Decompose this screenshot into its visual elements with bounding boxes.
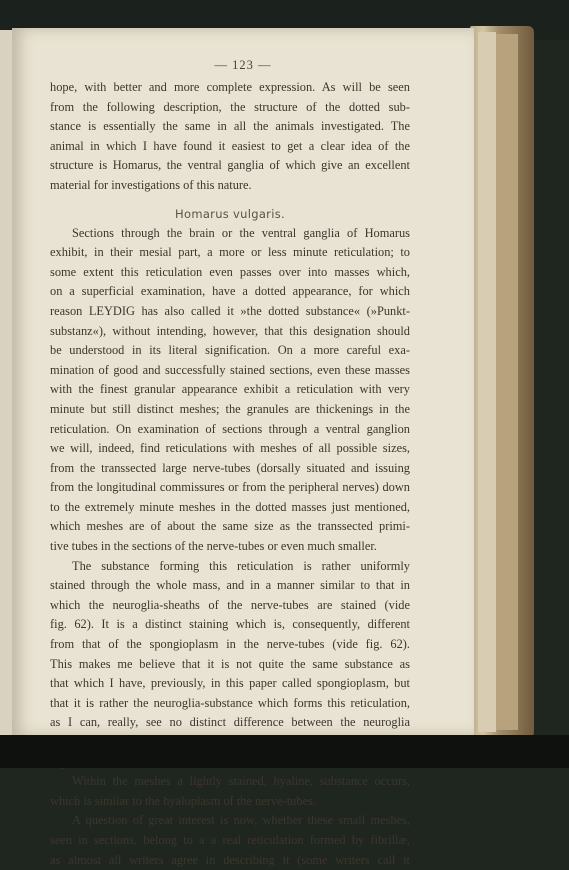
text-line: hope, with better and more complete expression. As will be seen (50, 80, 410, 94)
paragraph-question (50, 811, 410, 870)
text-line: on a superficial examination, have a dotted appearance, for which (50, 284, 410, 299)
text-line: fig. 62). It is a distinct staining which is, consequently, different (50, 617, 410, 632)
text-line: seen in sections, belong to a a real reticulation formed by fibrillæ, (50, 832, 410, 847)
text-line: from the transsected large nerve-tubes (dorsally situated and issuing (50, 460, 410, 475)
text-line: stance is essentially the same in all the animals investigated. The (50, 119, 410, 134)
text-line: to the extremely minute meshes in the dotted masses just mentioned, (50, 499, 410, 514)
text-line: animal in which I have found it easiest to get a clear idea of the (50, 138, 410, 153)
text-line: A question of great interest is now, whether these small meshes, (72, 813, 410, 828)
page-edge-light (478, 32, 496, 732)
paragraph-sections (50, 224, 410, 557)
text-line: be understood in its literal signification. On a more careful exa- (50, 343, 410, 358)
text-line: stained through the whole mass, and in a manner similar to that in (50, 578, 410, 593)
text-line: material for investigations of this nature. (50, 177, 252, 192)
text-line: This makes me believe that it is not quite the same substance as (50, 656, 410, 671)
text-line: some extent this reticulation even passes over into masses which, (50, 264, 410, 279)
text-line: we will, indeed, find reticulations with meshes of all possible sizes, (50, 441, 410, 456)
page-number: — 123 — (214, 58, 272, 72)
text-line: from the longitudinal commissures or from the peripheral nerves) down (50, 480, 410, 495)
text-line: with the finest granular appearance exhibit a reticulation with very (50, 382, 410, 397)
text-line: Within the meshes a lightly stained, hyaline, substance occurs, (72, 774, 410, 789)
page-edge-dark (496, 34, 518, 730)
text-line: tive tubes in the sections of the nerve-tubes or even much smaller. (50, 539, 377, 554)
paragraph-meshes (50, 772, 410, 811)
text-line: as almost all writers agree in describing it (some writers call it (50, 852, 410, 867)
text-line: exhibit, in their mesial part, a more or less minute reticulation; to (50, 245, 410, 260)
text-line: which is similar to the hyaloplasm of the nerve-tubes. (50, 793, 316, 808)
text-line: structure is Homarus, the ventral ganglia of which give an excellent (50, 158, 410, 173)
text-line: as I can, really, see no distinct difference between the neuroglia (50, 715, 410, 730)
text-line: which meshes are of about the same size as the transsected primi- (50, 519, 410, 534)
text-line: Sections through the brain or the ventral ganglia of Homarus (72, 225, 410, 240)
text-line: substanz«), without intending, however, that this designation should (50, 323, 410, 338)
section-heading: Homarus vulgaris. (175, 206, 285, 221)
book-page (12, 28, 474, 867)
background-bottom (0, 735, 569, 768)
text-line: from that of the spongioplasm in the nerve-tubes (vide fig. 62). (50, 637, 410, 652)
text-line: reticulation. On examination of sections through a ventral ganglion (50, 421, 410, 436)
text-line: The substance forming this reticulation is rather uniformly (72, 558, 410, 573)
paragraph-intro (50, 78, 410, 196)
text-line: from the following description, the structure of the dotted sub- (50, 99, 410, 114)
text-line: reason LEYDIG has also called it »the dotted substance« (»Punkt- (50, 303, 410, 318)
text-line: which the neuroglia-sheaths of the nerve-tubes are stained (vide (50, 597, 410, 612)
text-line: that which I have, previously, in this paper called spongioplasm, but (50, 676, 410, 691)
text-line: that it is rather the neuroglia-substance which forms this reticulation, (50, 695, 410, 710)
text-line: minute but still distinct meshes; the granules are thickenings in the (50, 401, 410, 416)
text-line: mination of good and successfully stained sections, even these masses (50, 362, 410, 377)
